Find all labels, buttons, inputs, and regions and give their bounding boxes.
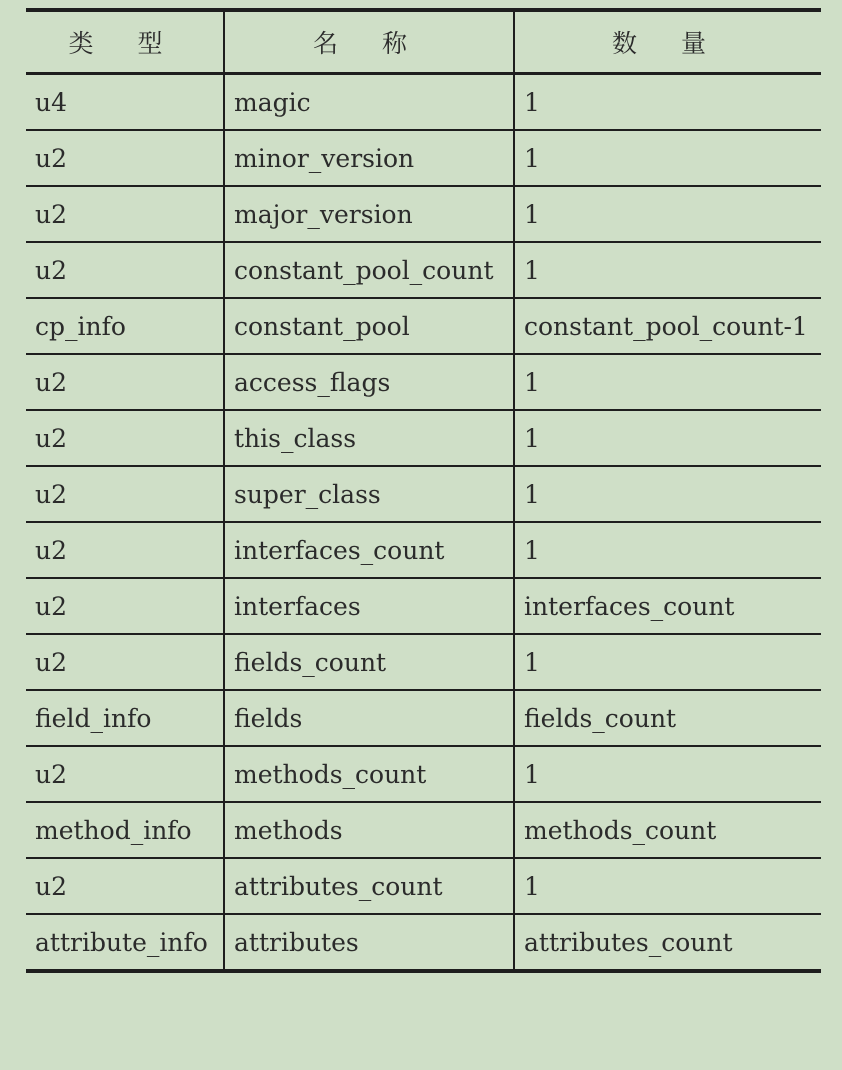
cell-name: methods bbox=[224, 802, 514, 858]
table-row bbox=[26, 298, 821, 354]
table-row bbox=[26, 578, 821, 634]
cell-type: u2 bbox=[26, 634, 224, 690]
header-count: 数 量 bbox=[514, 10, 821, 74]
cell-type: u2 bbox=[26, 578, 224, 634]
cell-name: attributes bbox=[224, 914, 514, 971]
class-file-structure-table bbox=[26, 8, 821, 973]
header-row bbox=[26, 10, 821, 74]
table-body bbox=[26, 74, 821, 972]
cell-type: u2 bbox=[26, 186, 224, 242]
table-row bbox=[26, 466, 821, 522]
cell-type: u2 bbox=[26, 410, 224, 466]
cell-type: u2 bbox=[26, 858, 224, 914]
table-row bbox=[26, 522, 821, 578]
cell-name: interfaces_count bbox=[224, 522, 514, 578]
table-row bbox=[26, 242, 821, 298]
cell-count: 1 bbox=[514, 410, 821, 466]
cell-count: 1 bbox=[514, 522, 821, 578]
cell-type: field_info bbox=[26, 690, 224, 746]
cell-count: 1 bbox=[514, 858, 821, 914]
cell-type: method_info bbox=[26, 802, 224, 858]
cell-count: attributes_count bbox=[514, 914, 821, 971]
cell-count: 1 bbox=[514, 186, 821, 242]
cell-type: u2 bbox=[26, 746, 224, 802]
table-row bbox=[26, 690, 821, 746]
cell-count: fields_count bbox=[514, 690, 821, 746]
cell-type: cp_info bbox=[26, 298, 224, 354]
cell-name: methods_count bbox=[224, 746, 514, 802]
cell-type: u4 bbox=[26, 74, 224, 131]
cell-name: access_flags bbox=[224, 354, 514, 410]
cell-name: interfaces bbox=[224, 578, 514, 634]
cell-name: this_class bbox=[224, 410, 514, 466]
header-type: 类 型 bbox=[26, 10, 224, 74]
cell-count: interfaces_count bbox=[514, 578, 821, 634]
table-row bbox=[26, 354, 821, 410]
cell-type: u2 bbox=[26, 130, 224, 186]
cell-count: constant_pool_count-1 bbox=[514, 298, 821, 354]
header-name: 名 称 bbox=[224, 10, 514, 74]
table-header bbox=[26, 10, 821, 74]
cell-count: 1 bbox=[514, 634, 821, 690]
table-row bbox=[26, 746, 821, 802]
class-file-structure-table-container bbox=[26, 8, 821, 973]
cell-name: magic bbox=[224, 74, 514, 131]
cell-name: fields bbox=[224, 690, 514, 746]
table-row bbox=[26, 802, 821, 858]
cell-count: 1 bbox=[514, 130, 821, 186]
cell-count: 1 bbox=[514, 746, 821, 802]
cell-name: super_class bbox=[224, 466, 514, 522]
cell-type: u2 bbox=[26, 354, 224, 410]
table-row bbox=[26, 914, 821, 971]
cell-count: 1 bbox=[514, 354, 821, 410]
table-row bbox=[26, 186, 821, 242]
table-row bbox=[26, 74, 821, 131]
cell-type: u2 bbox=[26, 522, 224, 578]
cell-type: attribute_info bbox=[26, 914, 224, 971]
table-row bbox=[26, 130, 821, 186]
cell-name: major_version bbox=[224, 186, 514, 242]
cell-name: fields_count bbox=[224, 634, 514, 690]
cell-type: u2 bbox=[26, 466, 224, 522]
cell-name: minor_version bbox=[224, 130, 514, 186]
cell-count: 1 bbox=[514, 74, 821, 131]
table-row bbox=[26, 858, 821, 914]
cell-name: constant_pool_count bbox=[224, 242, 514, 298]
cell-count: methods_count bbox=[514, 802, 821, 858]
cell-type: u2 bbox=[26, 242, 224, 298]
table-row bbox=[26, 410, 821, 466]
cell-count: 1 bbox=[514, 242, 821, 298]
cell-name: attributes_count bbox=[224, 858, 514, 914]
cell-name: constant_pool bbox=[224, 298, 514, 354]
table-row bbox=[26, 634, 821, 690]
cell-count: 1 bbox=[514, 466, 821, 522]
